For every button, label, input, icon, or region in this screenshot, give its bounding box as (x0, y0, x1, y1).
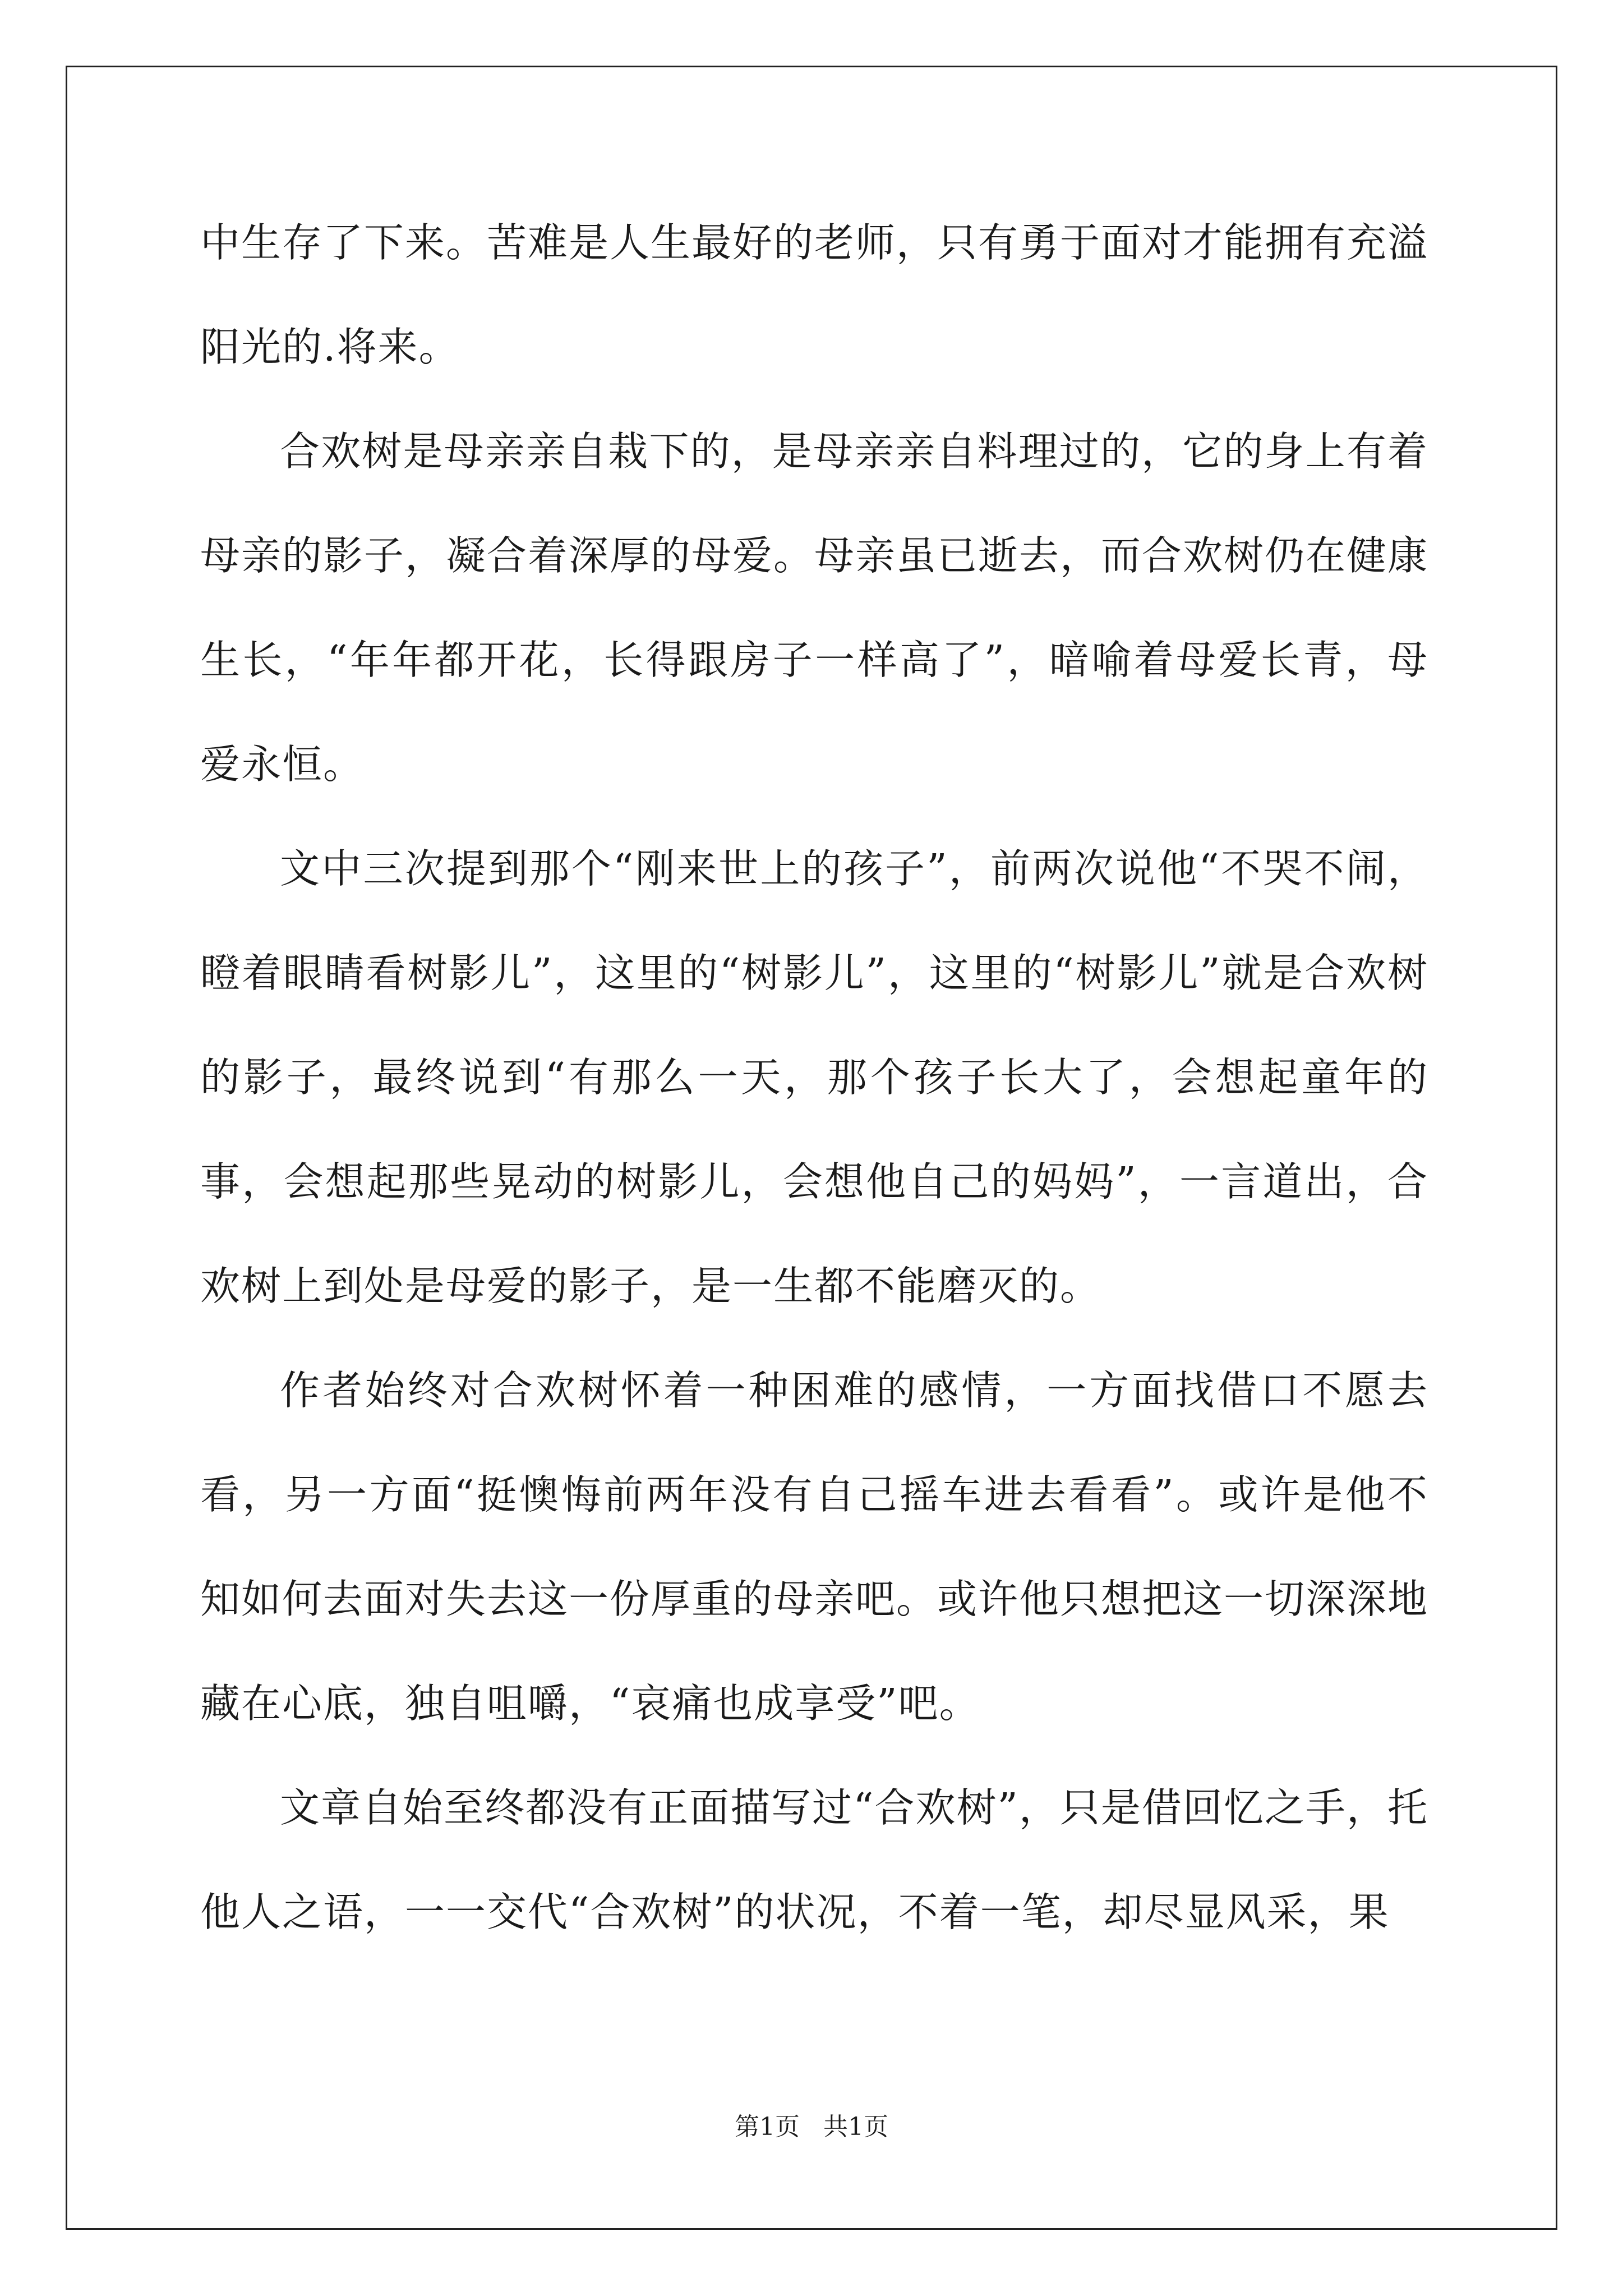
paragraph-author-feelings: 作者始终对合欢树怀着一种困难的感情，一方面找借口不愿去看，另一方面“挺懊悔前两年没有自己摇车进去看看”。或许是他不知如何去面对失去这一份厚重的母亲吧。或许他只想把这一切深深地藏在心底，独自咀嚼，“哀痛也成享受”吧。 (200, 1367, 1429, 1727)
page-footer: 第1页 共1页 (735, 2113, 888, 2141)
paragraph-child-mentions: 文中三次提到那个“刚来世上的孩子”，前两次说他“不哭不闹，瞪着眼睛看树影儿”，这里的“树影儿”，这里的“树影儿”就是合欢树的影子，最终说到“有那么一天，那个孩子长大了，会想起童年的事，会想起那些晃动的树影儿，会想他自己的妈妈”，一言道出，合欢树上到处是母爱的影子，是一生都不能磨灭的。 (200, 845, 1428, 1309)
document-body (200, 191, 1428, 1964)
paragraph-continuation: 中生存了下来。苦难是人生最好的老师，只有勇于面对才能拥有充溢阳光的.将来。 (200, 219, 1429, 370)
paragraph-writing-technique: 文章自始至终都没有正面描写过“合欢树”，只是借回忆之手，托他人之语，一一交代“合欢树”的状况，不着一笔，却尽显风采，果 (200, 1784, 1428, 1935)
paragraph-hehuanshu-mother: 合欢树是母亲亲自栽下的，是母亲亲自料理过的，它的身上有着母亲的影子，凝合着深厚的母爱。母亲虽已逝去，而合欢树仍在健康生长，“年年都开花，长得跟房子一样高了”，暗喻着母爱长青，母爱永恒。 (200, 428, 1429, 788)
